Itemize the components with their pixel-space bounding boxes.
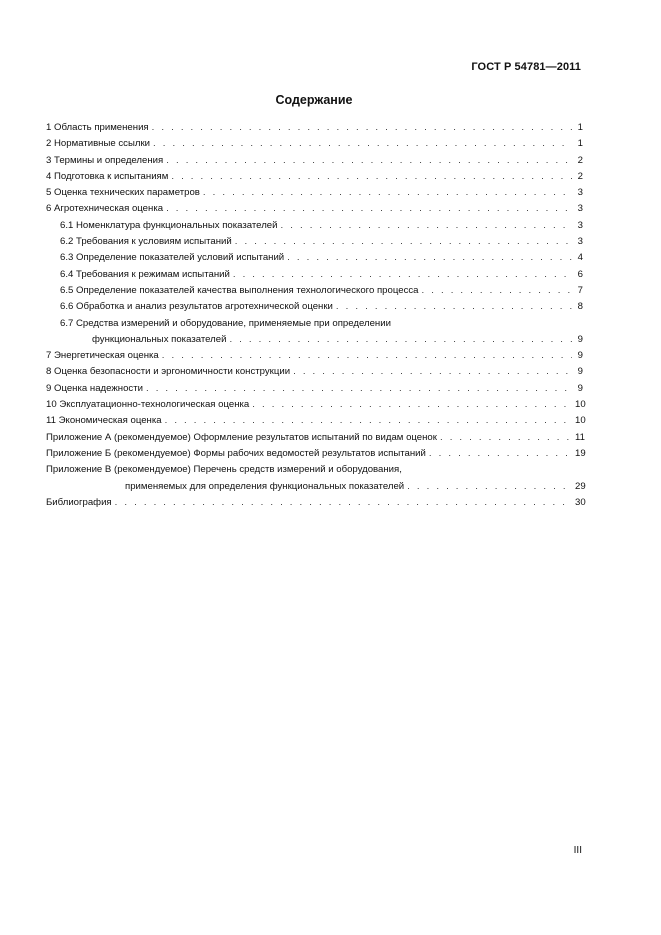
dot-leader [287,250,572,266]
toc-entry-page: 9 [577,382,583,394]
toc-entry-page: 29 [575,480,586,492]
dot-leader [440,430,572,446]
toc-entry-title: 6.1 Номенклатура функциональных показателей [60,219,278,231]
toc-entry-page: 10 [575,415,586,427]
toc-entry-page: 19 [575,447,586,459]
dot-leader [171,169,572,185]
toc-entry[interactable] [46,495,586,511]
toc-entry[interactable] [46,462,583,478]
dot-leader [146,381,572,397]
dot-leader [293,364,572,380]
toc-entry-title: 8 Оценка безопасности и эргономичности конструкции [46,366,291,378]
toc-entry[interactable] [46,218,583,234]
toc-entry[interactable] [46,348,583,364]
toc-entry[interactable] [46,397,586,413]
toc-entry[interactable] [46,446,586,462]
dot-leader [407,479,572,495]
toc-entry-title: 6.4 Требования к режимам испытаний [60,268,230,280]
toc-entry-title: 6.5 Определение показателей качества выполнения технологического процесса [60,284,419,296]
dot-leader [422,283,573,299]
dot-leader [203,185,572,201]
toc-entry[interactable] [46,430,583,446]
dot-leader [166,201,572,217]
toc-entry[interactable] [46,479,586,495]
toc-entry-page: 3 [577,203,583,215]
toc-entry-page: 11 [575,431,585,443]
toc-entry-page: 2 [577,154,583,166]
table-of-contents [46,120,586,511]
toc-entry-title: применяемых для определения функциональных показателей [125,480,405,492]
toc-entry-title: функциональных показателей [92,333,227,345]
toc-entry-title: Приложение В (рекомендуемое) Перечень средств измерений и оборудования, [46,464,402,476]
toc-entry-page: 8 [577,301,583,313]
toc-entry[interactable] [46,136,583,152]
toc-entry-page: 4 [577,252,583,264]
dot-leader [281,218,573,234]
toc-entry-page: 2 [577,170,583,182]
toc-entry[interactable] [46,234,583,250]
dot-leader [153,136,572,152]
toc-entry-page: 3 [577,219,583,231]
toc-entry-title: 6.2 Требования к условиям испытаний [60,236,232,248]
toc-entry-page: 6 [577,268,583,280]
dot-leader [336,299,572,315]
toc-entry-page: 1 [577,122,583,133]
toc-entry-title: Приложение Б (рекомендуемое) Формы рабочих ведомостей результатов испытаний [46,447,426,459]
toc-entry[interactable] [46,267,583,283]
toc-entry[interactable] [46,364,583,380]
toc-entry-title: 6 Агротехническая оценка [46,203,164,215]
toc-entry[interactable] [46,413,586,429]
dot-leader [229,332,572,348]
page-title: Содержание [275,93,353,107]
toc-entry-page: 9 [577,350,583,362]
dot-leader [429,446,572,462]
toc-entry-title: 4 Подготовка к испытаниям [46,170,169,182]
dot-leader [162,348,572,364]
toc-entry-title: 2 Нормативные ссылки [46,138,151,150]
toc-entry-title: 6.6 Обработка и анализ результатов агротехнической оценки [60,301,333,313]
toc-entry-title: 11 Экономическая оценка [46,415,162,427]
dot-leader [165,413,572,429]
toc-entry[interactable] [46,283,583,299]
page-number: III [573,845,582,856]
toc-entry-title: Библиография [46,496,112,508]
toc-entry[interactable] [46,332,583,348]
toc-entry[interactable] [46,120,583,136]
toc-entry[interactable] [46,299,583,315]
dot-leader [233,267,572,283]
toc-entry[interactable] [46,201,583,217]
toc-entry-title: 7 Энергетическая оценка [46,350,159,362]
toc-entry-page: 10 [575,399,586,411]
toc-entry-page: 3 [577,187,583,199]
toc-entry-page: 9 [577,366,583,378]
dot-leader [115,495,572,511]
toc-entry[interactable] [46,153,583,169]
toc-entry-title: 9 Оценка надежности [46,382,143,394]
document-standard-number: ГОСТ Р 54781—2011 [471,61,581,73]
toc-entry-page: 9 [577,333,583,345]
dot-leader [235,234,572,250]
toc-entry-title: 10 Эксплуатационно-технологическая оценка [46,399,250,411]
toc-entry-title: 1 Область применения [46,122,149,133]
toc-entry-page: 30 [575,496,586,508]
toc-entry-page: 7 [577,284,583,296]
toc-entry-page: 1 [577,138,583,150]
toc-entry[interactable] [46,185,583,201]
dot-leader [166,153,572,169]
toc-entry[interactable] [46,381,583,397]
toc-entry-title: 6.7 Средства измерений и оборудование, применяемые при определении [60,317,391,329]
dot-leader [152,120,572,136]
dot-leader [252,397,572,413]
toc-entry-title: 3 Термины и определения [46,154,164,166]
toc-entry[interactable] [46,169,583,185]
toc-entry[interactable] [46,250,583,266]
toc-entry-title: 6.3 Определение показателей условий испытаний [60,252,285,264]
toc-entry-title: 5 Оценка технических параметров [46,187,200,199]
toc-entry-title: Приложение А (рекомендуемое) Оформление результатов испытаний по видам оценок [46,431,437,443]
toc-entry-page: 3 [577,236,583,248]
toc-entry[interactable] [46,316,583,332]
